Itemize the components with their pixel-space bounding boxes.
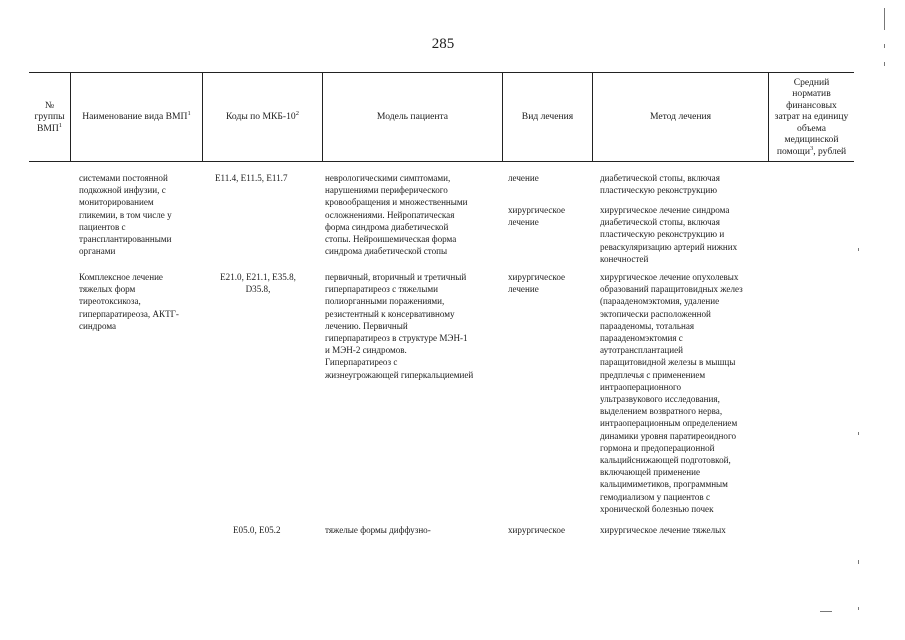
row2-treatment-type: хирургическое лечение xyxy=(508,272,566,295)
header-group-number: № группы ВМП$^1$ xyxy=(34,99,65,134)
row1-treatment-method-2: хирургическое лечение синдрома диабетической стопы, включая пластическую реконструкцию и реваскуляризацию артерий нижних конечностей xyxy=(600,205,738,264)
row1-patient-model: неврологическими симптомами, нарушениями периферического кровообращения и множественными осложнениями. Нейропатическая форма синдрома диабетической стопы. Нейроишемическая форма синдрома диабетической стопы xyxy=(325,173,468,257)
row2-patient-model: первичный, вторичный и третичный гиперпаратиреоз с тяжелыми полиорганными поражениями, резистентный к консервативному лечению. Первичный гиперпаратиреоз в структуре МЭН-1 и МЭН-2 синдромов. Гиперпаратиреоз с жизнеугрожающей гиперкальциемией xyxy=(325,272,474,380)
header-treatment-type: Вид лечения xyxy=(521,111,574,123)
row2-vmp-name: Комплексное лечение тяжелых форм тиреотоксикоза, гиперпаратиреоза, АКТГ- синдрома xyxy=(79,272,179,331)
header-patient-model: Модель пациента xyxy=(376,111,449,123)
row3-patient-model: тяжелые формы диффузно- xyxy=(325,525,431,535)
header-treatment-method: Метод лечения xyxy=(649,111,712,123)
row1-treatment-method-1: диабетической стопы, включая пластическую реконструкцию xyxy=(600,173,720,196)
table-header xyxy=(29,72,854,162)
row1-icd-codes: E11.4, E11.5, E11.7 xyxy=(215,173,288,183)
row2-icd-codes: E21.0, E21.1, E35.8, D35.8, xyxy=(220,272,296,295)
row1-treatment-type-1: лечение xyxy=(508,173,539,183)
header-icd-codes: Коды по МКБ-$10^2$ xyxy=(226,110,299,123)
header-cost-norm: Средний норматив финансовых затрат на единицу объема медицинской помощи$^3$, рублей xyxy=(774,76,849,157)
header-vmp-name: Наименование вида ВМП$^1$ xyxy=(82,110,191,123)
row3-treatment-type: хирургическое xyxy=(508,525,566,535)
row3-treatment-method: хирургическое лечение тяжелых xyxy=(600,525,726,535)
row1-treatment-type-2: хирургическое лечение xyxy=(508,205,566,228)
row2-treatment-method: хирургическое лечение опухолевых образований паращитовидных желез (парааденомэктомия, удаление эктопически расположенной парааденомы, тотальная парааденомэктомия с аутотрансплантацией паращитовидной железы в мышцы предплечья с применением интраоперационного ультразвукового исследования, выделением возвратного нерва, интраоперационным определением динамики уровня паратиреоидного гормона и предоперационной кальцийснижающей подготовкой, включающей применение кальцимиметиков, программным гемодиализом у пациентов с хронической болезнью почек xyxy=(600,272,743,514)
page-number: 285 xyxy=(431,36,455,52)
row1-vmp-name: системами постоянной подкожной инфузии, с мониторированием гликемии, в том числе у пациентов с трансплантированными органами xyxy=(79,173,172,257)
row3-icd-codes: E05.0, E05.2 xyxy=(233,525,281,535)
